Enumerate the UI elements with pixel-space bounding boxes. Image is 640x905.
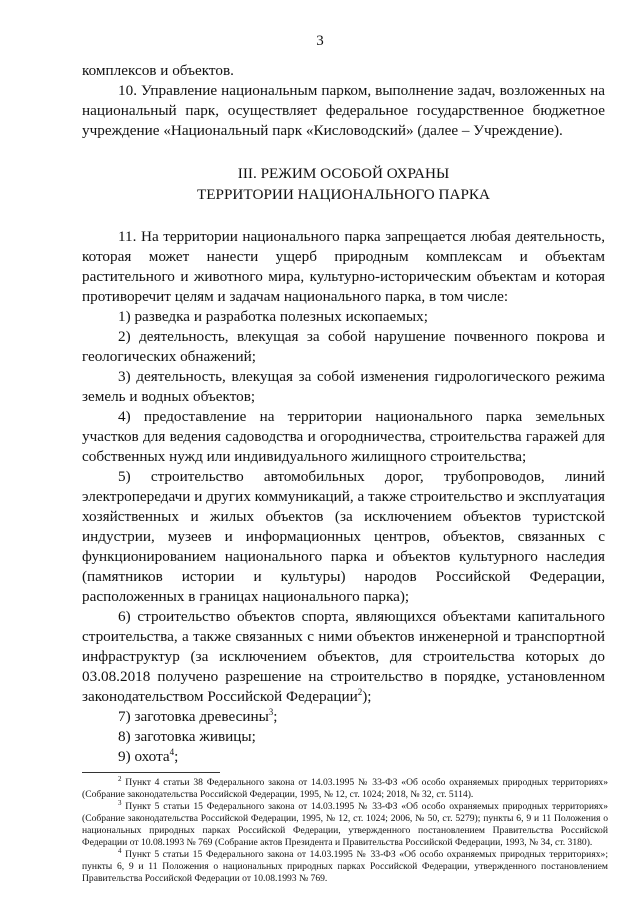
section-heading bbox=[82, 163, 605, 205]
list-item-8: 8) заготовка живицы; bbox=[118, 728, 256, 745]
section-heading-line-1: III. РЕЖИМ ОСОБОЙ ОХРАНЫ bbox=[237, 165, 450, 182]
footnote-ref-2: 2 bbox=[357, 686, 363, 697]
footnote-ref-3: 3 bbox=[268, 706, 274, 717]
footnote-4-text: Пункт 5 статьи 15 Федерального закона от 14.03.1995 № 33-ФЗ «Об особо охраняемых природных территориях»; пункты 6, 9 и 11 Положения о национальных природных парках Российской Федерации, утвержденного постановлением Правительства Российской Федерации от 10.08.1993 № 769. bbox=[82, 849, 608, 884]
footnote-3 bbox=[82, 798, 608, 849]
list-item-7 bbox=[82, 707, 605, 727]
footnote-2-text: Пункт 4 статьи 38 Федерального закона от 14.03.1995 № 33-ФЗ «Об особо охраняемых природных территориях» (Собрание законодательства Российской Федерации, 1995, № 12, ст. 1024; 2018, № 32, ст. 5114). bbox=[82, 777, 608, 800]
list-item-2: 2) деятельность, влекущая за собой нарушение почвенного покрова и геологических обнажений; bbox=[82, 328, 605, 365]
footnote-4 bbox=[82, 846, 608, 885]
paragraph-10: 10. Управление национальным парком, выполнение задач, возложенных на национальный парк, осуществляет федеральное государственное бюджетное учреждение «Национальный парк «Кисловодский» (далее – Учреждение). bbox=[82, 82, 605, 139]
list-item-3: 3) деятельность, влекущая за собой изменения гидрологического режима земель и водных объектов; bbox=[82, 368, 605, 405]
paragraph-continuation: комплексов и объектов. bbox=[82, 62, 234, 79]
footnote-mark-2: 2 bbox=[118, 774, 122, 783]
list-item-5: 5) строительство автомобильных дорог, трубопроводов, линий электропередачи и других коммуникаций, а также строительство и эксплуатация хозяйственных и жилых объектов (за исключением объектов туристской индустрии, музеев и информационных центров, объектов, связанных с функционированием национального парка и объектов культурного наследия (памятников истории и культуры) народов Российской Федерации, расположенных в границах национального парка); bbox=[82, 468, 605, 605]
list-item-7-text: 7) заготовка древесины bbox=[118, 708, 269, 725]
page-number: 3 bbox=[316, 33, 324, 49]
list-item-6 bbox=[82, 607, 605, 707]
list-item-9 bbox=[82, 747, 605, 767]
section-heading-line-2: ТЕРРИТОРИИ НАЦИОНАЛЬНОГО ПАРКА bbox=[196, 186, 491, 203]
footnote-mark-3: 3 bbox=[118, 798, 122, 807]
footnote-3-text: Пункт 5 статьи 15 Федерального закона от 14.03.1995 № 33-ФЗ «Об особо охраняемых природных территориях» (Собрание законодательства Российской Федерации, 1995, № 12, ст. 1024; 2006, № 50, ст. 5279); пункты 6, 9 и 11 Положения о национальных природных парках Российской Федерации, утвержденного постановлением Правительства Российской Федерации от 10.08.1993 № 769 (Собрание актов Президента и Правительства Российской Федерации, 1993, № 34, ст. 3180). bbox=[82, 801, 608, 848]
list-item-7-end: ; bbox=[273, 708, 278, 725]
list-item-9-text: 9) охота bbox=[118, 748, 170, 765]
footnote-ref-4: 4 bbox=[169, 746, 175, 757]
footnote-separator bbox=[82, 772, 220, 773]
footnote-mark-4: 4 bbox=[118, 846, 122, 855]
footnote-2 bbox=[82, 774, 608, 801]
list-item-6-end: ); bbox=[362, 688, 372, 705]
list-item-6-text: 6) строительство объектов спорта, являющихся объектами капитального строительства, а также связанных с ними объектов инженерной и транспортной инфраструктур (за исключением объектов, для строительства которых до 03.08.2018 получено разрешение на строительство в порядке, установленном законодательством Российской Федерации bbox=[82, 608, 605, 705]
paragraph-11: 11. На территории национального парка запрещается любая деятельность, которая может нанести ущерб природным комплексам и объектам растительного и животного мира, культурно-историческим объектам и которая противоречит целям и задачам национального парка, в том числе: bbox=[82, 228, 605, 305]
list-item-4: 4) предоставление на территории национального парка земельных участков для ведения садоводства и огородничества, строительства гаражей для собственных нужд или индивидуального жилищного строительства; bbox=[82, 408, 605, 465]
list-item-9-end: ; bbox=[174, 748, 179, 765]
list-item-1: 1) разведка и разработка полезных ископаемых; bbox=[118, 308, 428, 325]
footnotes bbox=[82, 772, 608, 885]
document-body bbox=[82, 61, 605, 767]
